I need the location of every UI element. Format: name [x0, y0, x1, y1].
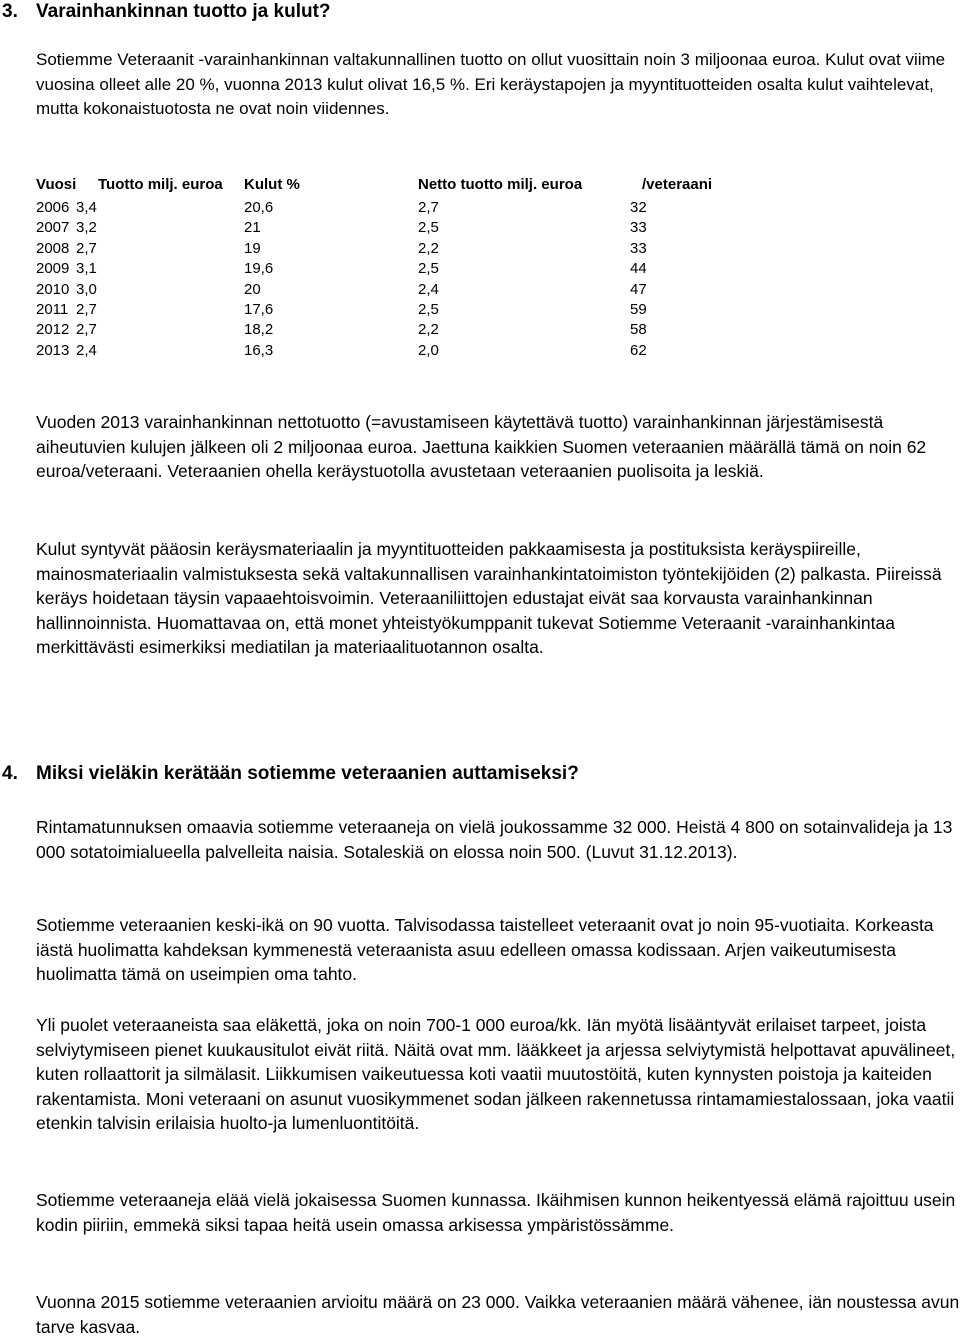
section-4-paragraph-4: Sotiemme veteraaneja elää vielä jokaisessa Suomen kunnassa. Ikäihmisen kunnon heikentyessä elämä rajoittuu usein kodin piiriin, emmekä siksi tapaa heitä usein omassa arkisessa ympäristössämme.: [36, 1190, 956, 1235]
table-row: [36, 280, 816, 300]
cell-per-veteran: 59: [630, 300, 647, 318]
cell-revenue: 2,7: [76, 300, 97, 318]
col-header-net: Netto tuotto milj. euroa: [418, 176, 583, 193]
cell-per-veteran: 58: [630, 321, 647, 339]
cell-net: 2,5: [418, 219, 439, 237]
cell-costs: 16,3: [244, 341, 274, 359]
table-row: [36, 198, 816, 218]
section-3-paragraph-2: Kulut syntyvät pääosin keräysmateriaalin ja myyntituotteiden pakkaamisesta ja postituksista keräyspiireille, mainosmateriaalin valmistuksesta sekä valtakunnallisen varainhankintatoimiston työntekijöiden (2) palkasta. Piireissä keräys hoidetaan täysin vapaaehtoisvoimin. Veteraaniliittojen edustajat eivät saa korvausta varainhankinnan hallinnoinnista. Huomattavaa on, että monet yhteistyökumppanit tukevat Sotiemme Veteraanit -varainhankintaa merkittävästi esimerkiksi mediatilan ja materiaalituotannon osalta.: [36, 539, 942, 657]
section-3-number: 3.: [2, 1, 18, 22]
cell-year: 2009: [36, 260, 70, 278]
cell-costs: 20,6: [244, 199, 274, 216]
section-4-paragraph-3: Yli puolet veteraaneista saa eläkettä, joka on noin 700-1 000 euroa/kk. Iän myötä lisääntyvät erilaiset tarpeet, joista selviytymiseen pienet kuukausitulot eivät riitä. Näitä ovat mm. lääkkeet ja arjessa selviytymistä helpottavat apuvälineet, kuten rollaattorit ja silmälasit. Liikkumisen vaikeutuessa koti vaatii muutostöitä, kuten kynnysten poistoja ja kaiteiden rakentamista. Moni veteraani on asunut vuosikymmenet sodan jälkeen rakennetussa rintamamiestalossaan, joka vaatii etenkin talvisin erilaisia huolto-ja lumenluontitöitä.: [36, 1015, 956, 1133]
cell-costs: 18,2: [244, 321, 274, 339]
table-row: [36, 320, 816, 340]
cell-per-veteran: 62: [630, 341, 647, 359]
section-4-number: 4.: [2, 763, 18, 784]
col-header-revenue: Tuotto milj. euroa: [98, 176, 223, 193]
cell-costs: 17,6: [244, 300, 274, 318]
cell-costs: 19,6: [244, 260, 274, 278]
cell-revenue: 3,1: [76, 260, 97, 278]
cell-revenue: 2,4: [76, 341, 97, 359]
section-3-heading: [2, 0, 331, 24]
section-4-paragraph-1: Rintamatunnuksen omaavia sotiemme veteraaneja on vielä joukossamme 32 000. Heistä 4 800 on sotainvalideja ja 13 000 sotatoimialueella palvelleita naisia. Sotaleskiä on elossa noin 500. (Luvut 31.12.2013).: [36, 817, 953, 862]
table-row: [36, 300, 816, 320]
cell-year: 2007: [36, 219, 70, 237]
table-row: [36, 341, 816, 361]
cell-net: 2,2: [418, 321, 439, 339]
section-4-paragraph-5: Vuonna 2015 sotiemme veteraanien arvioitu määrä on 23 000. Vaikka veteraanien määrä vähenee, iän noustessa avun tarve kasvaa.: [36, 1292, 960, 1337]
cell-costs: 20: [244, 280, 261, 298]
col-header-per-veteran: /veteraani: [642, 176, 713, 193]
cell-per-veteran: 47: [630, 280, 647, 298]
cell-costs: 19: [244, 239, 261, 257]
cell-net: 2,2: [418, 239, 439, 257]
cell-year: 2011: [36, 300, 69, 318]
cell-revenue: 2,7: [76, 321, 97, 339]
revenue-table: [36, 174, 816, 361]
section-4-title: Miksi vieläkin kerätään sotiemme veteraanien auttamiseksi?: [36, 763, 579, 784]
cell-per-veteran: 33: [630, 239, 647, 257]
cell-per-veteran: 32: [630, 199, 647, 216]
cell-year: 2010: [36, 280, 70, 298]
section-3-intro: Sotiemme Veteraanit -varainhankinnan valtakunnallinen tuotto on ollut vuosittain noin 3 miljoonaa euroa. Kulut ovat viime vuosina olleet alle 20 %, vuonna 2013 kulut olivat 16,5 %. Eri keräystapojen ja myyntituotteiden osalta kulut vaihtelevat, mutta kokonaistuotosta ne ovat noin viidennes.: [36, 50, 946, 118]
table-row: [36, 239, 816, 259]
cell-net: 2,4: [418, 280, 439, 298]
section-4-paragraph-2: Sotiemme veteraanien keski-ikä on 90 vuotta. Talvisodassa taistelleet veteraanit ovat jo noin 95-vuotiaita. Korkeasta iästä huolimatta kahdeksan kymmenestä veteraanista asuu edelleen omassa kodissaan. Arjen vaikeutumisesta huolimatta tämä on useimpien oma tahto.: [36, 915, 934, 984]
cell-costs: 21: [244, 219, 261, 237]
cell-net: 2,0: [418, 341, 439, 359]
cell-per-veteran: 33: [630, 219, 647, 237]
cell-per-veteran: 44: [630, 260, 647, 278]
cell-year: 2012: [36, 321, 70, 339]
section-3-title: Varainhankinnan tuotto ja kulut?: [36, 1, 331, 22]
section-4-heading: [2, 762, 579, 786]
cell-revenue: 3,0: [76, 280, 97, 298]
cell-year: 2013: [36, 341, 70, 359]
cell-year: 2006: [36, 199, 70, 216]
cell-revenue: 3,4: [76, 199, 97, 216]
cell-net: 2,7: [418, 199, 439, 216]
cell-net: 2,5: [418, 260, 439, 278]
table-row: [36, 218, 816, 238]
cell-net: 2,5: [418, 300, 439, 318]
cell-year: 2008: [36, 239, 70, 257]
col-header-costs: Kulut %: [244, 176, 300, 193]
table-body: [36, 198, 816, 361]
cell-revenue: 3,2: [76, 219, 97, 237]
col-header-year: Vuosi: [36, 176, 77, 193]
table-header: [36, 174, 816, 196]
table-row: [36, 259, 816, 279]
cell-revenue: 2,7: [76, 239, 97, 257]
section-3-paragraph-1: Vuoden 2013 varainhankinnan nettotuotto (=avustamiseen käytettävä tuotto) varainhankinnan järjestämisestä aiheutuvien kulujen jälkeen oli 2 miljoonaa euroa. Jaettuna kaikkien Suomen veteraanien määrällä tämä on noin 62 euroa/veteraani. Veteraanien ohella keräystuotolla avustetaan veteraanien puolisoita ja leskiä.: [36, 412, 927, 481]
